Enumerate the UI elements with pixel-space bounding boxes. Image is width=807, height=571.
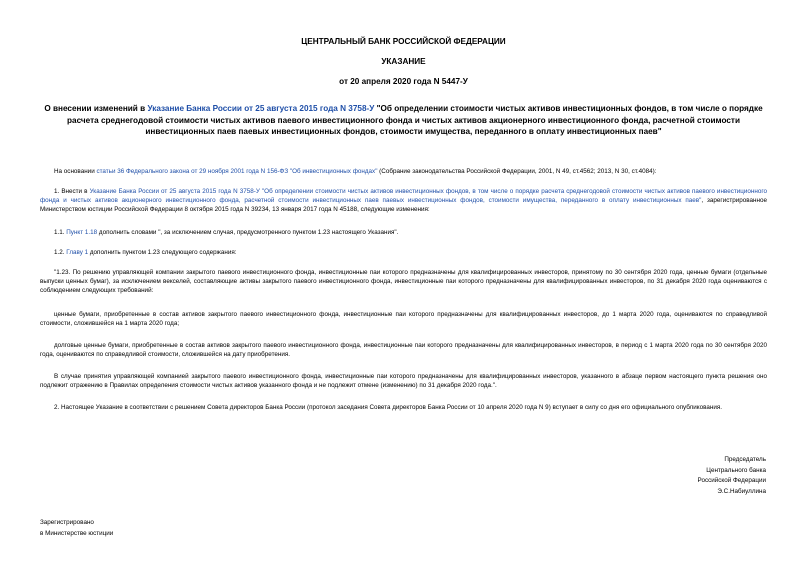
basis-paragraph [40, 167, 767, 176]
registration-block [40, 518, 113, 539]
amended-act-link[interactable]: Указание Банка России от 25 августа 2015 года N 3758-У "Об определении стоимости чистых активов инвестиционных фондов, в том числе о порядке расчета среднегодовой стоимости чистых активов паевого инвестиционного фонда и чистых активов акционерного инвестиционного фонда, расчетной стоимости инвестиционных паев паевых инвестиционных фондов, стоимости имущества, переданного в оплату инвестиционных паев" [40, 188, 767, 205]
basis-text-3: (Собрание законодательства Российской Федерации, 2001, N 49, ст.4562; 2013, N 30, ст.4084): [377, 168, 657, 175]
decision-case-paragraph: В случае принятия управляющей компанией закрытого паевого инвестиционного фонда, инвестиционные паи которого предназначены для квалифицированных инвесторов, указанного в абзаце первом настоящего пункта решения оно подлежит отражению в Правилах определения стоимости чистых активов указанного фонда и не подлежит отмене (изменению) по 31 декабря 2020 года.". [40, 373, 767, 390]
registration-line-2: в Министерстве юстиции [40, 529, 114, 537]
paragraph-1-2 [40, 248, 767, 257]
title-prefix: О внесении изменений в [44, 104, 148, 113]
signer-position-3: Российской Федерации [697, 477, 766, 484]
title-amended-act-link[interactable]: Указание Банка России от 25 августа 2015 года N 3758-У [147, 104, 375, 113]
document-type-heading: УКАЗАНИЕ [381, 57, 426, 66]
signer-name: Э.С.Набиуллина [717, 487, 766, 495]
title-rest: "Об определении стоимости чистых активов инвестиционных фондов, в том числе о порядке расчета среднегодовой стоимости чистых активов паевого инвестиционного фонда и чистых активов акционерного инвестиционного фонда, расчетной стоимости инвестиционных паев паевых инвестиционных фондов, стоимости имущества, переданного в оплату инвестиционных паев" [67, 104, 763, 136]
signature-block [698, 455, 766, 497]
paragraph-1-2-tail: дополнить пунктом 1.23 следующего содержания: [88, 249, 237, 256]
paragraph-1-1-lead: 1.1. [54, 229, 67, 236]
issuer-heading: ЦЕНТРАЛЬНЫЙ БАНК РОССИЙСКОЙ ФЕДЕРАЦИИ [301, 37, 506, 46]
registration-line-1: Зарегистрировано [40, 519, 94, 526]
paragraph-1-1 [40, 228, 767, 237]
paragraph-2: 2. Настоящее Указание в соответствии с решением Совета директоров Банка России (протокол заседания Совета директоров Банка России от 10 апреля 2020 года N 9) вступает в силу со дня его официального опубликования. [54, 404, 723, 411]
federal-law-156-link[interactable]: Федерального закона от 29 ноября 2001 года N 156-ФЗ "Об инвестиционных фондах" [125, 168, 378, 175]
signer-position-2: Центрального банка [706, 466, 766, 474]
chapter-1-link[interactable]: Главу 1 [66, 249, 89, 256]
point-1-18-link[interactable]: Пункт 1.18 [66, 229, 98, 236]
paragraph-1-2-lead: 1.2. [54, 249, 67, 256]
document-date-number: от 20 апреля 2020 года N 5447-У [339, 77, 468, 86]
paragraph-1-lead: 1. Внести в [54, 188, 90, 195]
securities-paragraph-1: ценные бумаги, приобретенные в состав активов закрытого паевого инвестиционного фонда, инвестиционные паи которого предназначены для квалифицированных инвесторов, до 1 марта 2020 года, оцениваются по справедливой стоимости, сложившейся на 1 марта 2020 года; [40, 311, 767, 328]
paragraph-1-tail: , зарегистрированное Министерством юстиции Российской Федерации 8 октября 2015 года N 39234, 13 января 2017 года N 45188, следующие изменения: [40, 197, 767, 214]
securities-paragraph-2: долговые ценные бумаги, приобретенные в состав активов закрытого паевого инвестиционного фонда, инвестиционные паи которого предназначены для квалифицированных инвесторов, в период с 1 марта 2020 года по 30 сентября 2020 года, оцениваются по справедливой стоимости, сложившейся на дату приобретения. [40, 342, 767, 359]
paragraph-1-23: "1.23. По решению управляющей компании закрытого паевого инвестиционного фонда, инвестиционные паи которого предназначены для квалифицированных инвесторов, принятому по 30 сентября 2020 года, ценные бумаги (отдельные выпуски ценных бумаг), за исключением векселей, составляющие активы закрытого паевого инвестиционного фонда, инвестиционные паи которого предназначены для квалифицированных инвесторов, по 31 декабря 2020 года оцениваются с соблюдением следующих требований: [40, 269, 767, 295]
paragraph-1 [40, 187, 767, 215]
paragraph-1-1-tail: дополнить словами ", за исключением случая, предусмотренного пунктом 1.23 настоящего Указания". [97, 229, 399, 236]
basis-text-1: На основании [54, 168, 97, 175]
article-36-link[interactable]: статьи 36 [96, 168, 125, 175]
signer-position-1: Председатель [724, 456, 766, 463]
document-title [40, 103, 767, 138]
